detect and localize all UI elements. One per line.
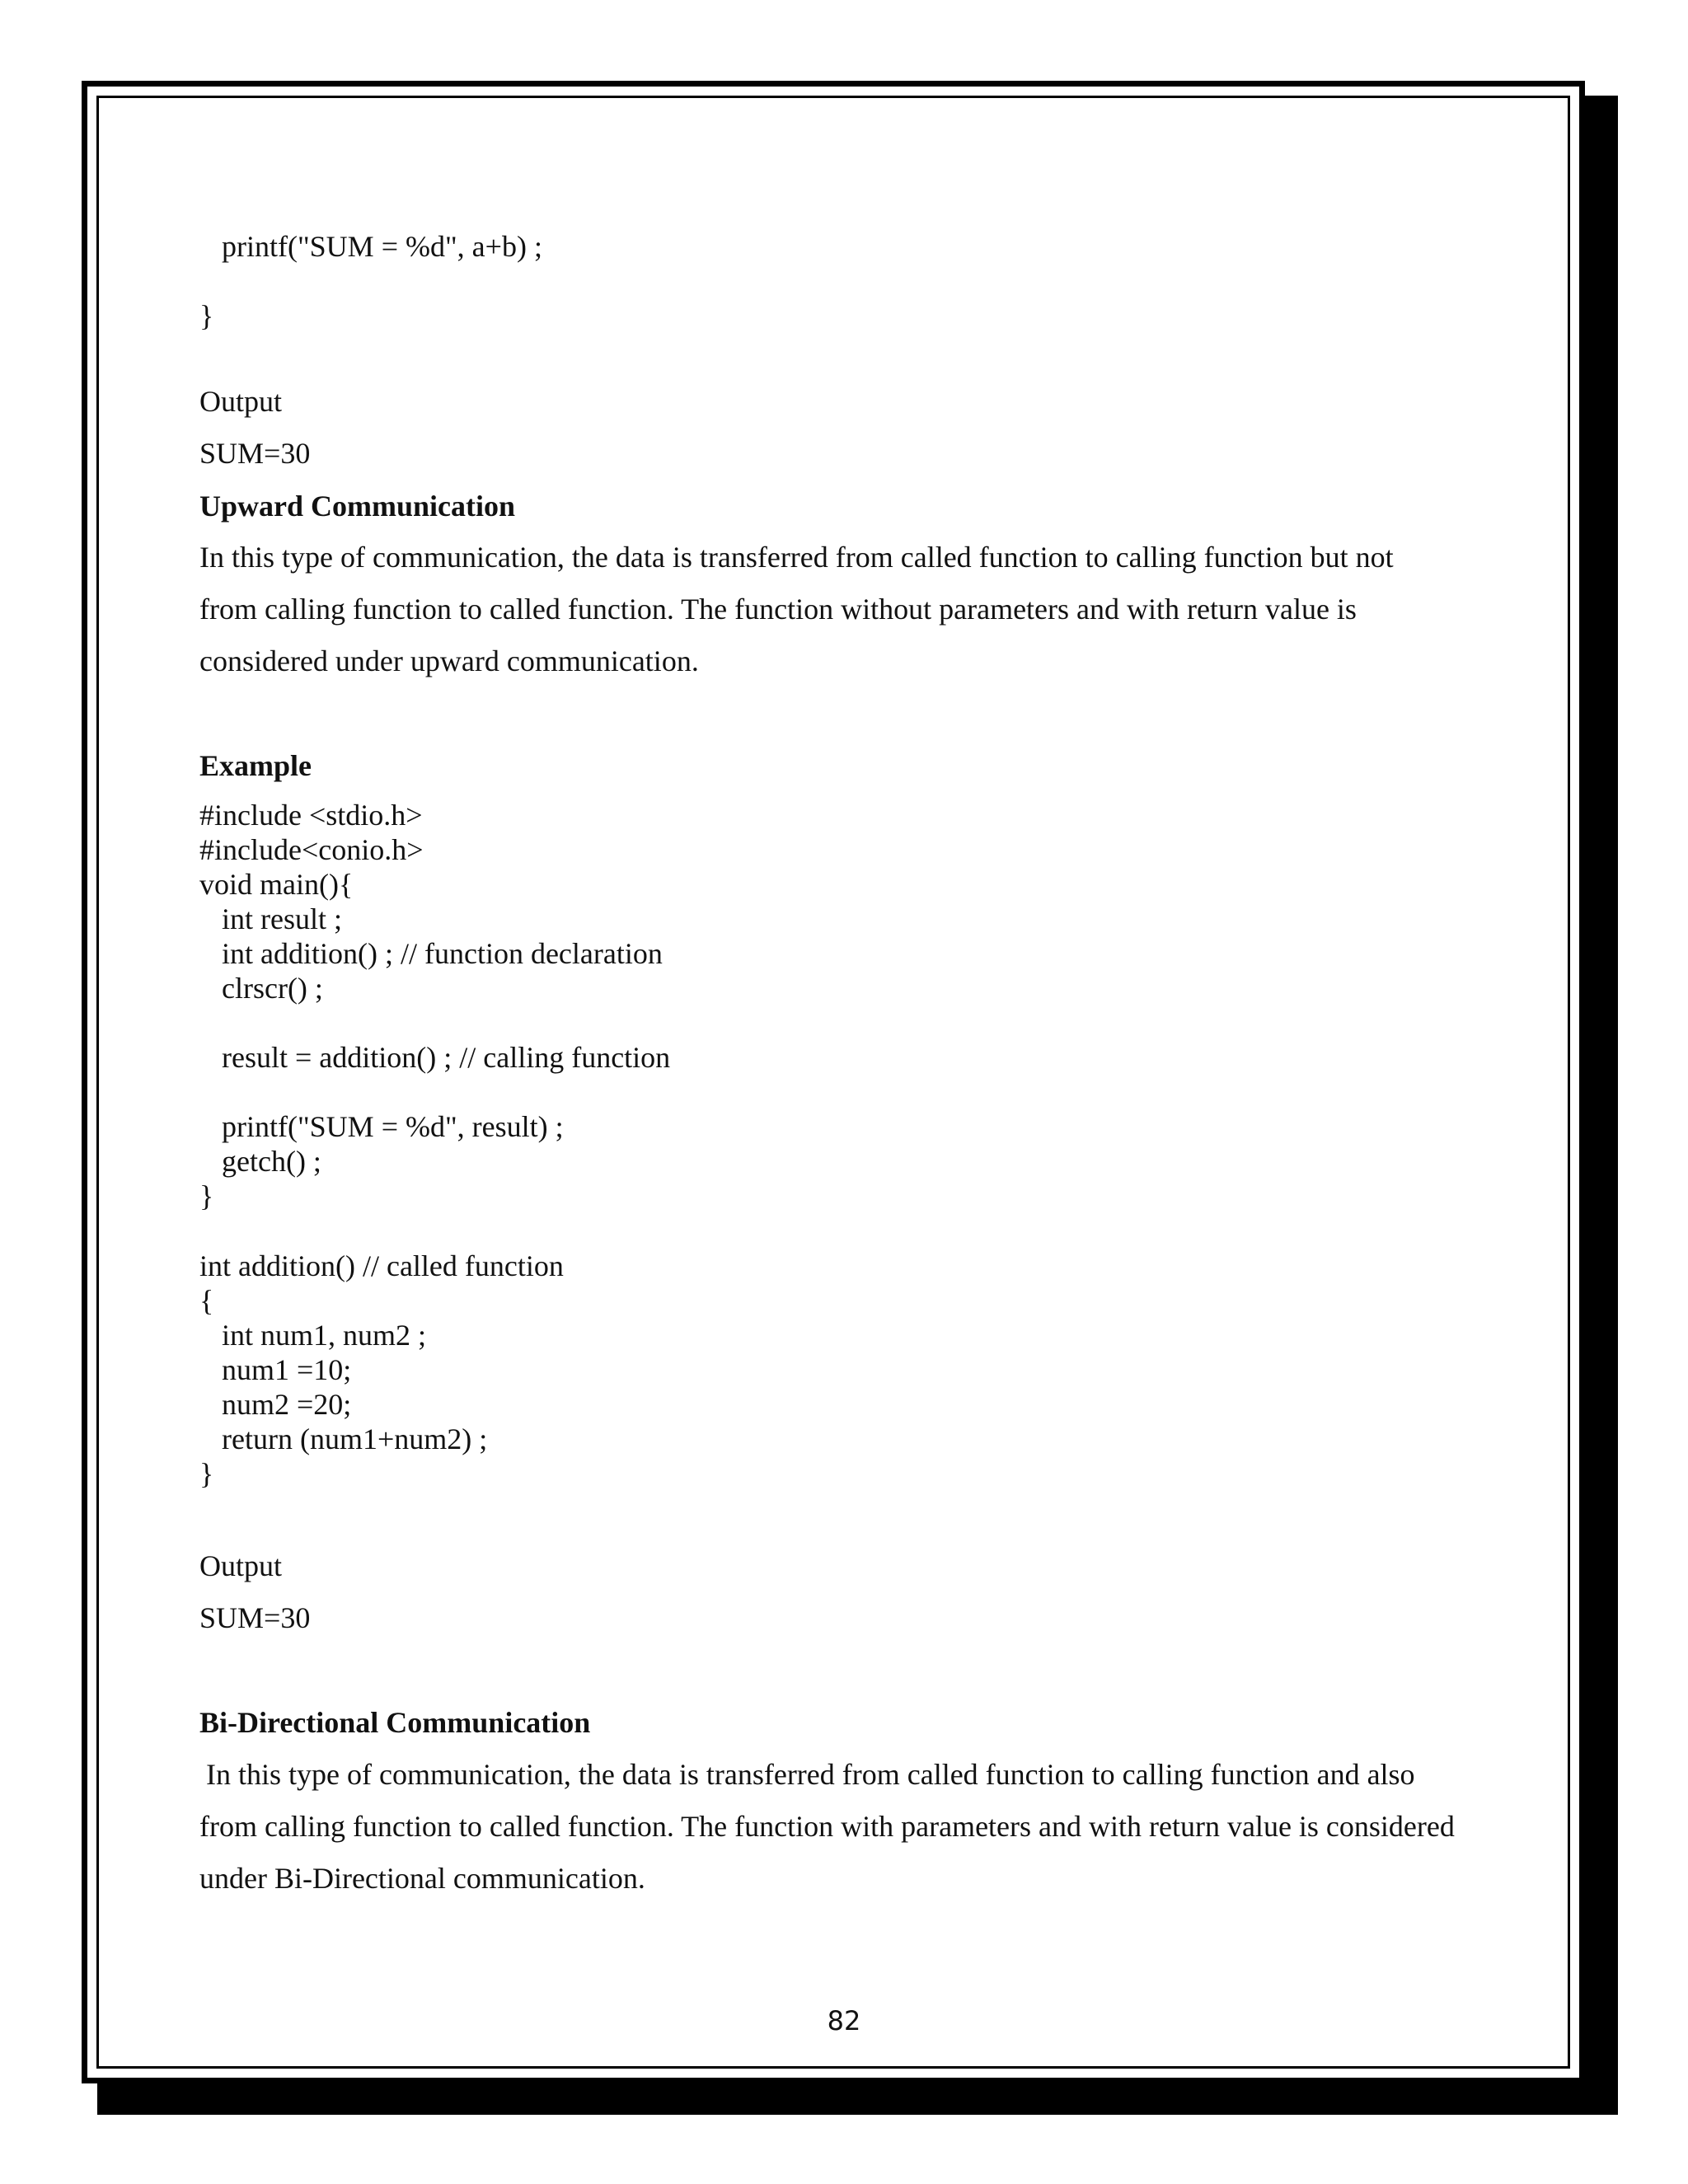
code-line: printf("SUM = %d", result) ;	[222, 1110, 564, 1143]
code-line: }	[199, 299, 214, 332]
code-line: #include<conio.h>	[199, 833, 424, 866]
output-label: Output	[199, 385, 283, 418]
paragraph-line: In this type of communication, the data is transferred from called function to calling function but not	[199, 541, 1394, 574]
paragraph-line: from calling function to called function. The function without parameters and with return value is	[199, 593, 1357, 626]
paragraph-line: under Bi-Directional communication.	[199, 1862, 645, 1895]
code-line: #include <stdio.h>	[199, 799, 423, 832]
code-line: int addition() // called function	[199, 1249, 564, 1282]
code-line: int num1, num2 ;	[222, 1319, 427, 1352]
code-line: int result ;	[222, 902, 342, 935]
code-line: result = addition() ; // calling function	[222, 1041, 671, 1074]
code-line: printf("SUM = %d", a+b) ;	[222, 230, 542, 263]
paragraph-line: considered under upward communication.	[199, 644, 699, 677]
code-line: {	[199, 1284, 214, 1317]
paragraph-line: In this type of communication, the data is transferred from called function to calling function and also	[206, 1758, 1415, 1791]
code-line: num2 =20;	[222, 1388, 352, 1421]
paragraph-line: from calling function to called function. The function with parameters and with return value is considered	[199, 1810, 1455, 1843]
output-value: SUM=30	[199, 1601, 311, 1634]
code-line: return (num1+num2) ;	[222, 1422, 488, 1455]
output-label: Output	[199, 1549, 283, 1582]
code-line: }	[199, 1457, 214, 1490]
code-line: getch() ;	[222, 1145, 321, 1178]
section-heading-upward: Upward Communication	[199, 490, 516, 523]
section-heading-example: Example	[199, 749, 312, 782]
code-line: void main(){	[199, 868, 354, 901]
code-line: num1 =10;	[222, 1353, 352, 1386]
code-line: clrscr() ;	[222, 972, 323, 1005]
output-value: SUM=30	[199, 437, 311, 470]
code-line: }	[199, 1179, 214, 1212]
code-line: int addition() ; // function declaration	[222, 937, 663, 970]
section-heading-bidirectional: Bi-Directional Communication	[199, 1706, 591, 1739]
page-number: 82	[827, 2005, 861, 2036]
